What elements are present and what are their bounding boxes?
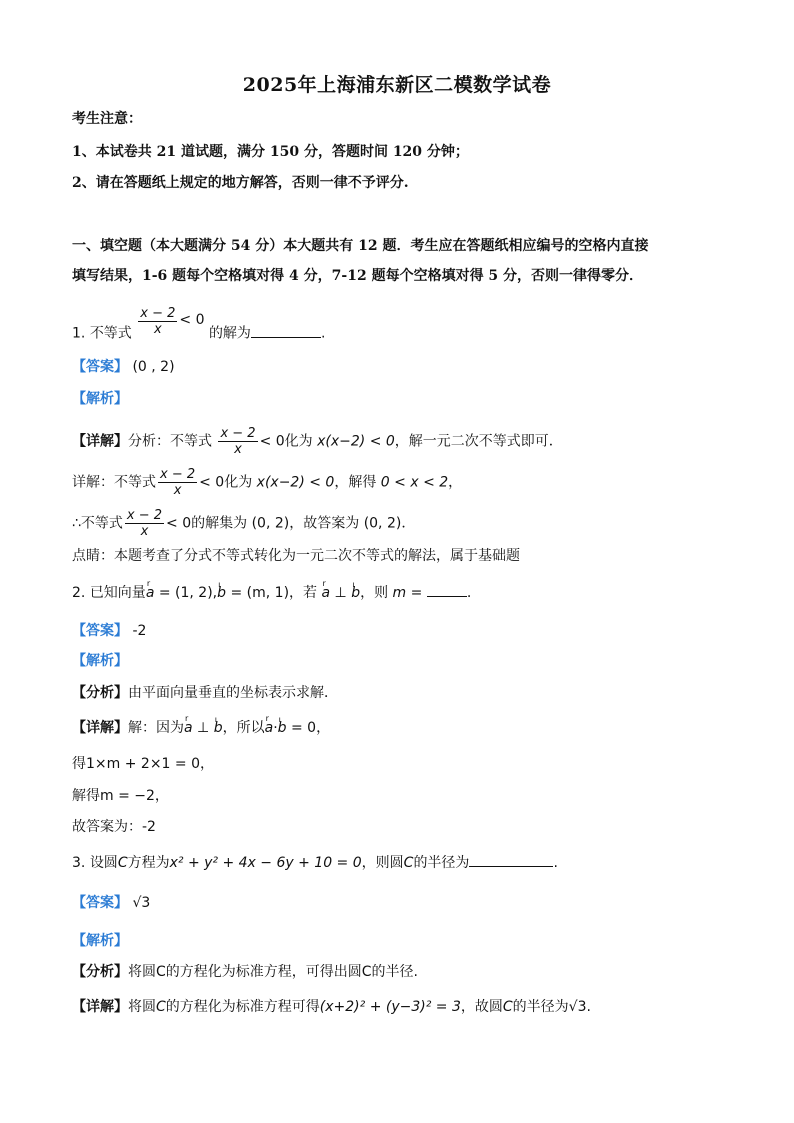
detail-line xyxy=(72,426,563,457)
analysis-label: 【解析】 xyxy=(72,391,128,407)
vector-b: ı b xyxy=(278,718,287,738)
vector-a: r a xyxy=(184,718,193,738)
answer-line xyxy=(72,893,150,913)
detail-text: ， xyxy=(316,720,331,736)
answer-blank xyxy=(251,323,321,338)
question-2 xyxy=(72,582,471,603)
fraction-denominator: x xyxy=(140,524,149,539)
vector-a: r a xyxy=(265,718,274,738)
analysis-tag xyxy=(72,389,128,409)
answer-value: √3 xyxy=(132,895,151,911)
question-text: 不等式 xyxy=(89,325,132,342)
fenxi-tag: 【分析】 xyxy=(72,964,128,980)
inequality-sign: < 0 xyxy=(179,311,205,328)
detail-text: 由平面向量垂直的坐标表示求解． xyxy=(128,685,338,701)
notice-heading: 考生注意： xyxy=(72,111,142,127)
answer-tag: 【答案】 xyxy=(72,895,128,911)
detail-text: < 0的解集为 xyxy=(166,515,248,532)
perp-symbol: ⊥ xyxy=(334,585,347,601)
answer-line xyxy=(72,357,175,377)
period: . xyxy=(466,585,472,601)
comment-line: 点睛：本题考查了分式不等式转化为一元二次不等式的解法，属于基础题 xyxy=(72,548,520,564)
math-expression: x² + y² + 4x − 6y + 10 = 0 xyxy=(169,855,362,871)
vector-b: ı b xyxy=(217,583,226,603)
question-text: ，若 xyxy=(289,585,318,601)
question-text: 设圆 xyxy=(89,855,118,871)
detail-text: 将圆 xyxy=(128,999,156,1015)
math-symbol: C xyxy=(502,999,513,1015)
detail-text: 解：因为 xyxy=(128,720,184,736)
step-line: 故答案为：-2 xyxy=(72,819,156,835)
detail-text: 将圆C的方程化为标准方程，可得出圆C的半径. xyxy=(128,964,418,980)
math-expression: (0, 2) xyxy=(251,515,290,532)
fraction-numerator: x − 2 xyxy=(160,467,196,482)
math-expression: 0 < x < 2 xyxy=(380,474,449,491)
math-expression: x(x−2) < 0 xyxy=(317,433,395,450)
page-title: 2025年上海浦东新区二模数学试卷 xyxy=(242,74,552,96)
question-number: 3. xyxy=(72,855,86,871)
question-number: 1. xyxy=(72,325,86,342)
analysis-tag xyxy=(72,651,128,671)
question-text: 的半径为 xyxy=(413,855,470,871)
detail-line xyxy=(72,508,415,539)
fenxi-line xyxy=(72,683,338,703)
math-expression: m = xyxy=(392,585,423,601)
math-expression: (x+2)² + (y−3)² = 3 xyxy=(319,999,461,1015)
detail-line xyxy=(72,467,462,498)
period: . xyxy=(553,855,558,871)
math-expression: = (1, 2), xyxy=(158,585,218,601)
answer-blank xyxy=(427,582,467,597)
question-text: 的解为 xyxy=(208,325,251,342)
question-text: ，则 xyxy=(360,585,389,601)
section-intro: 填写结果，1-6 题每个空格填对得 4 分，7-12 题每个空格填对得 5 分，否则一律得零分． xyxy=(72,268,644,284)
fraction xyxy=(125,508,164,539)
fraction xyxy=(158,467,197,498)
math-expression: √3 xyxy=(568,999,587,1015)
detail-text: ． xyxy=(401,515,416,532)
math-expression: (0, 2) xyxy=(363,515,402,532)
vector-a: r a xyxy=(146,583,155,603)
fraction-numerator: x − 2 xyxy=(126,508,163,523)
detail-text: < 0化为 xyxy=(199,474,253,491)
detail-line xyxy=(72,718,330,738)
detail-tag: 【详解】 xyxy=(72,999,128,1015)
fenxi-line xyxy=(72,962,418,982)
math-expression: = 0 xyxy=(290,720,317,736)
fraction-denominator: x xyxy=(234,442,242,457)
answer-value: (0 , 2) xyxy=(132,359,175,375)
detail-line xyxy=(72,997,591,1017)
detail-text: ，故答案为 xyxy=(289,515,360,532)
vector-b: ı b xyxy=(214,718,223,738)
vector-a: r a xyxy=(322,583,331,603)
fraction xyxy=(218,426,257,457)
analysis-label: 【解析】 xyxy=(72,653,128,669)
math-symbol: C xyxy=(156,999,166,1015)
detail-text: ， xyxy=(448,474,463,491)
answer-line xyxy=(72,621,146,641)
fraction-denominator: x xyxy=(153,322,162,337)
question-1 xyxy=(72,306,326,349)
detail-text: ，解得 xyxy=(334,474,377,491)
step-line: 得1×m + 2×1 = 0， xyxy=(72,756,214,772)
answer-tag: 【答案】 xyxy=(72,359,128,375)
detail-tag: 【详解】 xyxy=(72,433,128,450)
detail-text: 的方程化为标准方程可得 xyxy=(165,999,320,1015)
analysis-label: 【解析】 xyxy=(72,933,128,949)
vector-b: ı b xyxy=(351,583,360,603)
section-intro: 一、填空题（本大题满分 54 分）本大题共有 12 题．考生应在答题纸相应编号的空格内直接 xyxy=(72,238,649,254)
fraction-numerator: x − 2 xyxy=(220,426,256,441)
detail-text: . xyxy=(586,999,591,1015)
answer-tag: 【答案】 xyxy=(72,623,128,639)
answer-value: -2 xyxy=(132,623,147,639)
period: . xyxy=(320,325,326,342)
detail-text: 分析：不等式 xyxy=(128,433,212,450)
notice-item: 1、本试卷共 21 道试题，满分 150 分，答题时间 120 分钟； xyxy=(72,144,469,160)
math-expression: x(x−2) < 0 xyxy=(256,474,335,491)
detail-text: < 0化为 xyxy=(259,433,313,450)
detail-text: ，解一元二次不等式即可． xyxy=(394,433,563,450)
answer-blank xyxy=(469,852,553,867)
detail-text: 的半径为 xyxy=(512,999,569,1015)
fenxi-tag: 【分析】 xyxy=(72,685,128,701)
question-text: 方程为 xyxy=(127,855,170,871)
fraction xyxy=(138,306,177,337)
dot-symbol: · xyxy=(273,720,278,736)
question-text: ，则圆 xyxy=(361,855,404,871)
fraction-denominator: x xyxy=(173,483,182,498)
perp-symbol: ⊥ xyxy=(197,720,210,736)
analysis-tag xyxy=(72,931,128,951)
notice-item: 2、请在答题纸上规定的地方解答，否则一律不予评分. xyxy=(72,175,409,191)
math-expression: = (m, 1) xyxy=(230,585,290,601)
detail-text: ，所以 xyxy=(222,720,265,736)
detail-text: ，故圆 xyxy=(460,999,503,1015)
detail-text: 详解：不等式 xyxy=(72,474,156,491)
step-line: 解得m = −2， xyxy=(72,788,169,804)
math-symbol: C xyxy=(403,855,414,871)
math-symbol: C xyxy=(117,855,128,871)
detail-tag: 【详解】 xyxy=(72,720,128,736)
question-number: 2. xyxy=(72,585,86,601)
fraction-numerator: x − 2 xyxy=(140,306,176,321)
question-3 xyxy=(72,852,558,873)
detail-text: ∴不等式 xyxy=(72,515,123,532)
question-text: 已知向量 xyxy=(89,585,146,601)
